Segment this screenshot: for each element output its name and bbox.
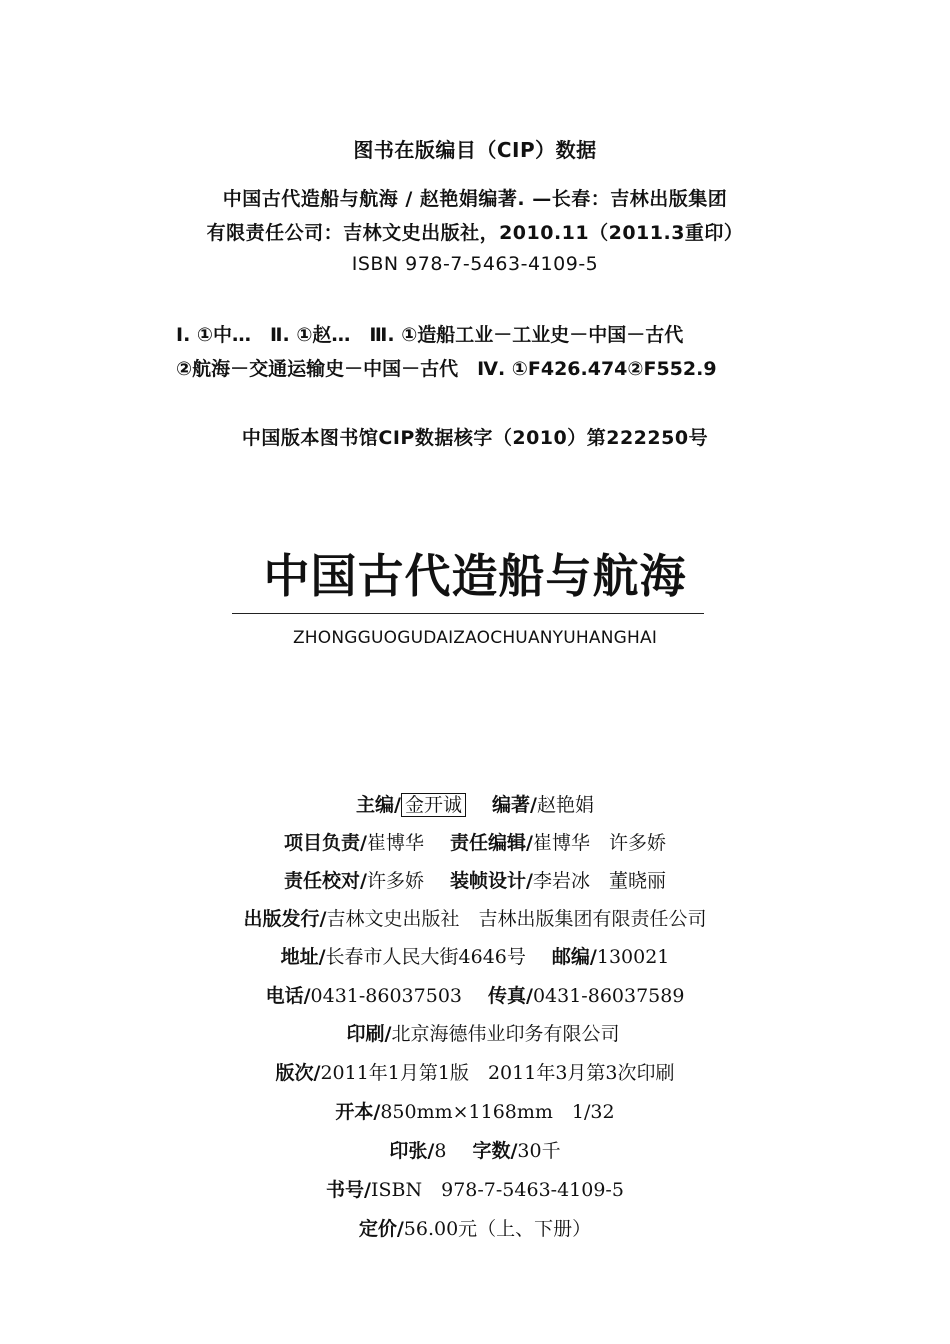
words-label: 字数/ [472, 1140, 518, 1162]
publisher-label: 出版发行/ [243, 908, 327, 930]
book-number-label: 书号/ [326, 1179, 371, 1201]
design-label: 装帧设计/ [450, 870, 533, 892]
book-number: ISBN 978-7-5463-4109-5 [371, 1179, 624, 1201]
cip-record-number: 中国版本图书馆CIP数据核字（2010）第222250号 [241, 427, 709, 449]
address-label: 地址/ [280, 946, 326, 968]
colophon-contact [0, 981, 950, 1008]
book-title-pinyin: ZHONGGUOGUDAIZAOCHUANYUHANGHAI [292, 628, 658, 648]
sheets-label: 印张/ [389, 1140, 435, 1162]
editor-label: 责任编辑/ [450, 832, 533, 854]
colophon-proof-design [0, 866, 950, 893]
colophon-sheets [0, 1136, 950, 1163]
proofreader: 许多娇 [366, 870, 424, 892]
cip-classification-2: ②航海－交通运输史－中国－古代 Ⅳ. ①F426.474②F552.9 [176, 358, 717, 380]
edition-label: 版次/ [275, 1062, 321, 1084]
cip-isbn: ISBN 978-7-5463-4109-5 [351, 253, 599, 275]
address: 长春市人民大街4646号 [325, 946, 526, 968]
colophon-book-number [0, 1175, 950, 1202]
book-title: 中国古代造船与航海 [263, 549, 687, 603]
phone: 0431-86037503 [310, 985, 462, 1007]
author: 赵艳娟 [536, 794, 594, 816]
price-label: 定价/ [358, 1218, 404, 1240]
colophon-printer [0, 1019, 950, 1046]
responsible-editor: 崔博华 许多娇 [532, 832, 666, 854]
fax: 0431-86037589 [532, 985, 685, 1007]
proof-label: 责任校对/ [284, 870, 367, 892]
phone-label: 电话/ [265, 985, 311, 1007]
postcode-label: 邮编/ [551, 946, 597, 968]
colophon-format [0, 1097, 950, 1124]
chief-editor: 金开诚 [401, 793, 466, 817]
format: 850mm×1168mm 1/32 [380, 1101, 615, 1123]
sheets: 8 [434, 1140, 447, 1162]
fax-label: 传真/ [488, 985, 533, 1007]
cip-heading: 图书在版编目（CIP）数据 [353, 138, 597, 162]
printer: 北京海德伟业印务有限公司 [391, 1023, 620, 1045]
author-label: 编著/ [492, 794, 537, 816]
colophon-editors [0, 790, 950, 817]
colophon-price [0, 1214, 950, 1241]
chief-editor-label: 主编/ [356, 794, 401, 816]
word-count: 30千 [517, 1140, 561, 1162]
colophon-publisher [0, 904, 950, 931]
postcode: 130021 [596, 946, 670, 968]
edition: 2011年1月第1版 2011年3月第3次印刷 [320, 1062, 675, 1084]
designer: 李岩冰 董晓丽 [532, 870, 666, 892]
format-label: 开本/ [335, 1101, 381, 1123]
publisher: 吉林文史出版社 吉林出版集团有限责任公司 [326, 908, 707, 930]
colophon-edition [0, 1058, 950, 1085]
title-rule [232, 613, 704, 614]
cip-line-2: 有限责任公司：吉林文史出版社，2010.11（2011.3重印） [206, 222, 744, 244]
cip-line-1: 中国古代造船与航海 / 赵艳娟编著. —长春：吉林出版集团 [222, 188, 728, 210]
colophon-responsible [0, 828, 950, 855]
project-manager: 崔博华 [366, 832, 424, 854]
project-label: 项目负责/ [284, 832, 367, 854]
printer-label: 印刷/ [346, 1023, 392, 1045]
cip-classification-1: Ⅰ. ①中… Ⅱ. ①赵… Ⅲ. ①造船工业－工业史－中国－古代 [176, 324, 684, 346]
price: 56.00元（上、下册） [403, 1218, 592, 1240]
colophon-address [0, 942, 950, 969]
